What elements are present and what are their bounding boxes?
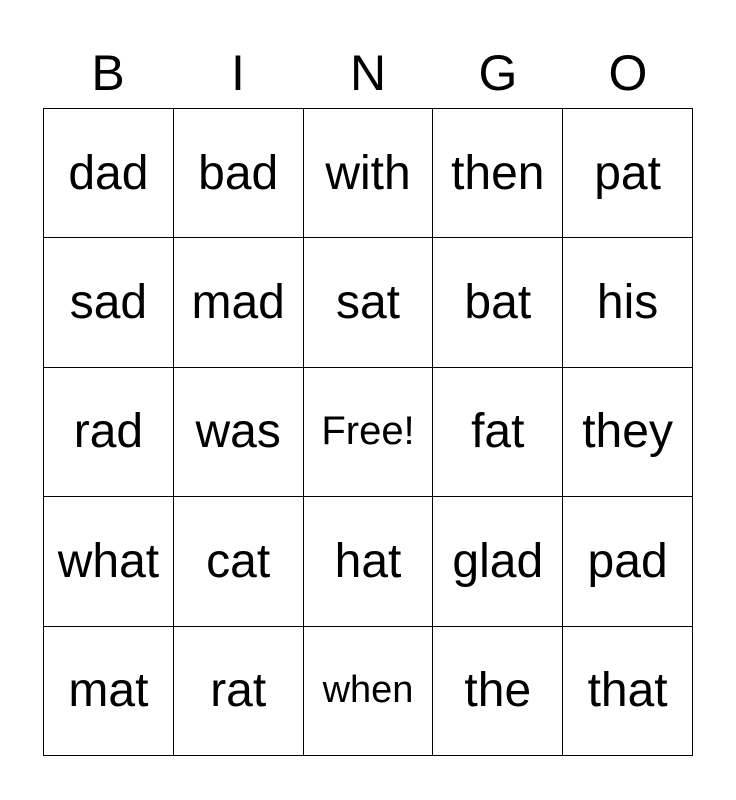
- bingo-cell: was: [174, 368, 304, 497]
- bingo-cell: bat: [433, 238, 563, 367]
- bingo-cell: hat: [304, 497, 434, 626]
- free-space-cell: Free!: [304, 368, 434, 497]
- bingo-grid: [43, 108, 693, 756]
- bingo-cell: rad: [44, 368, 174, 497]
- header-letter-n: N: [349, 45, 387, 101]
- bingo-cell: the: [433, 627, 563, 756]
- bingo-cell: they: [563, 368, 693, 497]
- bingo-cell: when: [304, 627, 434, 756]
- bingo-cell: bad: [174, 109, 304, 238]
- bingo-cell: mat: [44, 627, 174, 756]
- bingo-cell: rat: [174, 627, 304, 756]
- bingo-cell: with: [304, 109, 434, 238]
- bingo-cell: glad: [433, 497, 563, 626]
- bingo-cell: then: [433, 109, 563, 238]
- header-letter-i: I: [231, 45, 245, 101]
- bingo-cell: that: [563, 627, 693, 756]
- bingo-cell: his: [563, 238, 693, 367]
- bingo-cell: cat: [174, 497, 304, 626]
- header-letter-g: G: [478, 45, 518, 101]
- bingo-cell: sat: [304, 238, 434, 367]
- bingo-cell: pat: [563, 109, 693, 238]
- bingo-cell: mad: [174, 238, 304, 367]
- header-letter-o: O: [608, 45, 648, 101]
- bingo-cell: fat: [433, 368, 563, 497]
- bingo-header: [43, 38, 693, 108]
- bingo-cell: pad: [563, 497, 693, 626]
- bingo-cell: sad: [44, 238, 174, 367]
- bingo-cell: what: [44, 497, 174, 626]
- header-letter-b: B: [91, 45, 125, 101]
- bingo-cell: dad: [44, 109, 174, 238]
